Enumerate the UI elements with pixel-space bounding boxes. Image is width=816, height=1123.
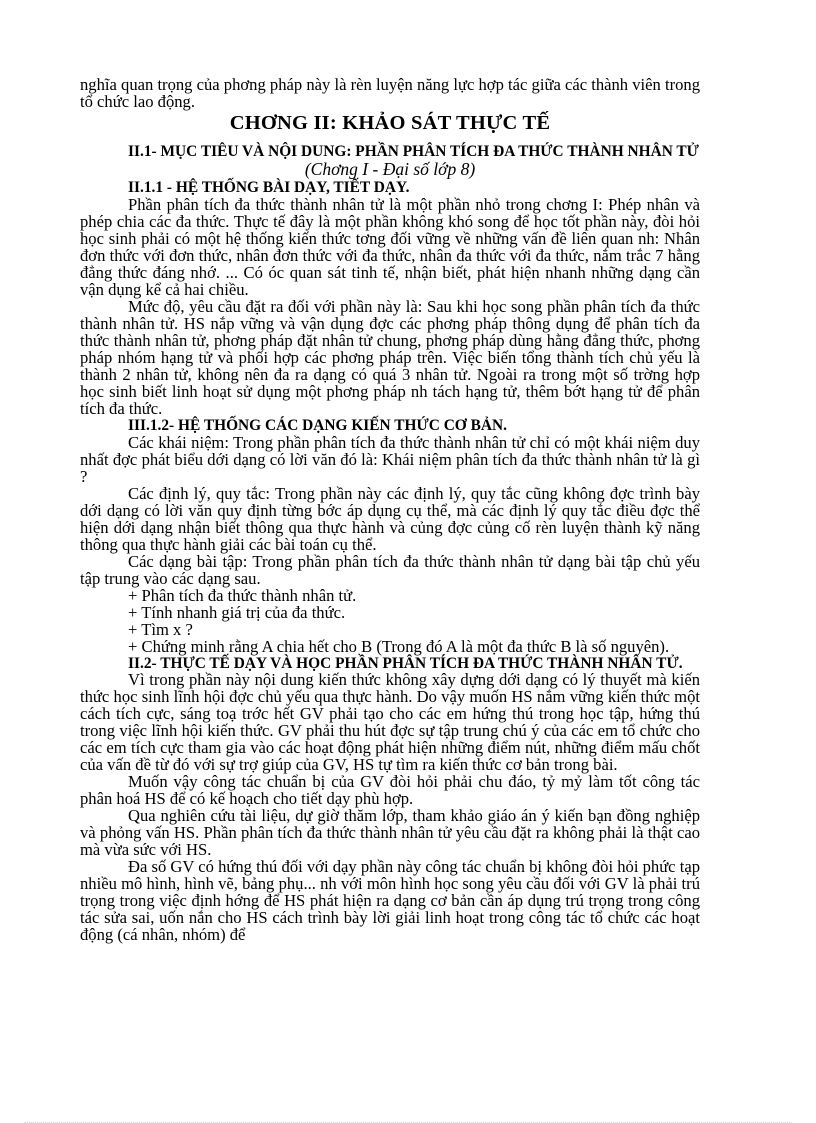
list-item: + Phân tích đa thức thành nhân tử.	[128, 586, 357, 605]
paragraph-4: Các định lý, quy tắc: Trong phần này các định lý, quy tắc cũng không đợc trình bày dới dạng có lời văn quy định từng bớc áp dụng cụ thể, mà các định lý quy tắc điều đợc thể hiện dới dạng nhận biết thông qua thực hành và củng đợc củng cố rèn luyện thành kỹ năng thông qua thực hành giải các bài toán cụ thể.	[80, 484, 700, 554]
paragraph-2: Mức độ, yêu cầu đặt ra đối với phần này là: Sau khi học song phần phân tích đa thức thành nhân tử. HS nắp vững và vận dụng đợc các phơng pháp thông dụng để phân tích đa thức thành nhân tử, phơng pháp đặt nhân tử chung, phơng pháp dùng hằng đẳng thức, phơng pháp nhóm hạng tử và phối hợp các phơng pháp trên. Việc biến tổng thành tích chủ yếu là thành 2 nhân tử, không nên đa ra dạng có quá 3 nhân tử. Ngoài ra trong một số trờng hợp học sinh biết linh hoạt sử dụng một phơng pháp nh tách hạng tử, thêm bớt hạng tử để phân tích đa thức.	[80, 297, 700, 418]
section-subtitle: (Chơng I - Đại số lớp 8)	[304, 159, 476, 179]
intro-paragraph: nghĩa quan trọng của phơng pháp này là rèn luyện năng lực hợp tác giữa các thành viên trong tổ chức lao động.	[80, 75, 700, 111]
section-heading-1: II.1- MỤC TIÊU VÀ NỘI DUNG: PHẦN PHÂN TÍCH ĐA THỨC THÀNH NHÂN TỬ	[128, 143, 699, 160]
paragraph-6: Vì trong phần này nội dung kiến thức không xây dựng dới dạng có lý thuyết mà kiến thức học sinh lĩnh hội đợc chủ yếu qua thực hành. Do vậy muốn HS nắm vững kiến thức một cách tích cực, sáng toạ trớc hết GV phải tạo cho các em hứng thú trong học tập, hứng thú trong việc lĩnh hội kiến thức. GV phải thu hút đợc sự tập trung chú ý của các em tổ chức cho các em tích cực tham gia vào các hoạt động phát hiện những điểm nút, những điểm mấu chốt của vấn đề từ đó với sự trợ giúp của GV, HS tự tìm ra kiến thức cơ bản trong bài.	[80, 670, 700, 774]
paragraph-3: Các khái niệm: Trong phần phân tích đa thức thành nhân tử chỉ có một khái niệm duy nhất đợc phát biểu dới dạng có lời văn đó là: Khái niệm phân tích đa thức thành nhân tử là gì ?	[80, 433, 700, 486]
section-heading-2: II.2- THỰC TẾ DẠY VÀ HỌC PHẦN PHÂN TÍCH ĐA THỨC THÀNH NHÂN TỬ.	[128, 655, 683, 672]
list-item: + Tính nhanh giá trị của đa thức.	[128, 603, 346, 622]
paragraph-1: Phần phân tích đa thức thành nhân tử là một phần nhỏ trong chơng I: Phép nhân và phép chia các đa thức. Thực tế đây là một phần không khó song để học tốt phần này, đòi hỏi học sinh phải có một hệ thống kiến thức tơng đối vững về những vấn đề liên quan nh: Nhân đơn thức với đơn thức, nhân đơn thức với đa thức, nhân đa thức với đa thức, nắm trắc 7 hằng đẳng thức đáng nhớ. ... Có óc quan sát tinh tế, nhận biết, phát hiện nhanh những dạng cần vận dụng kể cả hai chiều.	[80, 195, 700, 299]
list-item: + Tìm x ?	[128, 620, 193, 639]
paragraph-5: Các dạng bài tập: Trong phần phân tích đa thức thành nhân tử dạng bài tập chủ yếu tập trung vào các dạng sau.	[80, 552, 700, 588]
list-item: + Chứng minh rằng A chia hết cho B (Trong đó A là một đa thức B là số nguyên).	[128, 637, 670, 656]
subsection-heading-1-2: III.1.2- HỆ THỐNG CÁC DẠNG KIẾN THỨC CƠ BẢN.	[128, 417, 507, 434]
paragraph-7: Muốn vậy công tác chuẩn bị của GV đòi hỏi phải chu đáo, tỷ mỷ làm tốt công tác phân hoá HS để có kế hoạch cho tiết dạy phù hợp.	[80, 772, 700, 808]
paragraph-8: Qua nghiên cứu tài liệu, dự giờ thăm lớp, tham khảo giáo án ý kiến bạn đồng nghiệp và phỏng vấn HS. Phần phân tích đa thức thành nhân tử yêu cầu đặt ra không phải là thật cao mà vừa sức với HS.	[80, 806, 700, 859]
paragraph-9: Đa số GV có hứng thú đối với dạy phần này công tác chuẩn bị không đòi hỏi phức tạp nhiều mô hình, hình vẽ, bảng phụ... nh với môn hình học song yêu cầu đối với GV là phải trú trọng trong việc định hớng để HS phát hiện ra dạng cơ bản cần áp dụng trú trọng trong công tác sửa sai, uốn nắn cho HS cách trình bày lời giải linh hoạt trong công tác tổ chức các hoạt động (cá nhân, nhóm) để	[80, 857, 700, 944]
subsection-heading-1-1: II.1.1 - HỆ THỐNG BÀI DẠY, TIẾT DẠY.	[128, 179, 410, 196]
chapter-title: CHƠNG II: KHẢO SÁT THỰC TẾ	[229, 112, 551, 134]
document-body	[80, 76, 700, 943]
